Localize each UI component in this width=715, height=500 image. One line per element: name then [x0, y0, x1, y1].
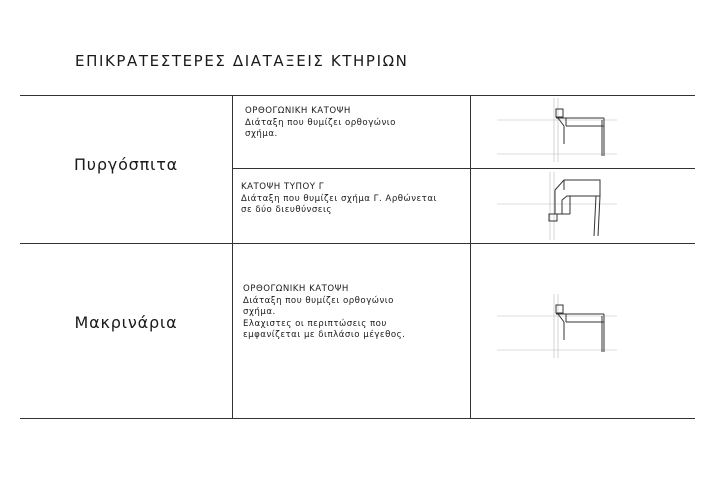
- column-divider-left: [232, 95, 233, 418]
- category-label: Πυργόσπιτα: [73, 155, 179, 174]
- entry-text-line: Διάταξη που θυμίζει ορθογώνιο: [243, 295, 394, 306]
- row-divider: [20, 243, 695, 244]
- entry-heading: ΟΡΘΟΓΩΝΙΚΗ ΚΑΤΟΨΗ: [245, 106, 351, 116]
- entry-text-line: σχήμα.: [245, 129, 278, 139]
- description-cell: [245, 106, 396, 141]
- description-cell: [243, 284, 405, 342]
- entry-text-line: σχήμα.: [243, 307, 276, 317]
- entry-text-line: Διάταξη που θυμίζει ορθογώνιο: [245, 117, 396, 128]
- l-shaped-floor-plan-sketch: [492, 170, 622, 242]
- entry-heading: ΟΡΘΟΓΩΝΙΚΗ ΚΑΤΟΨΗ: [243, 284, 349, 294]
- entry-text-line: Ελαχιστες οι περιπτώσεις που: [243, 318, 387, 329]
- table-bottom-border: [20, 418, 695, 419]
- entry-text-line: σε δύο διευθύνσεις: [241, 205, 332, 215]
- entry-text-line: εμφανίζεται με διπλάσιο μέγεθος.: [243, 330, 406, 340]
- entry-text-line: Διάταξη που θυμίζει σχήμα Γ. Αρθώνεται: [241, 193, 437, 204]
- row-divider-inner: [232, 168, 695, 169]
- entry-heading: ΚΑΤΟΨΗ ΤΥΠΟΥ Γ: [241, 182, 324, 192]
- rectangular-floor-plan-sketch: [492, 96, 622, 166]
- rectangular-floor-plan-sketch: [492, 292, 622, 362]
- description-cell: [241, 182, 437, 217]
- category-label: Μακρινάρια: [74, 313, 178, 332]
- page-title: ΕΠΙΚΡΑΤΕΣΤΕΡΕΣ ΔΙΑΤΑΞΕΙΣ ΚΤΗΡΙΩΝ: [75, 52, 409, 70]
- column-divider-right: [470, 95, 471, 418]
